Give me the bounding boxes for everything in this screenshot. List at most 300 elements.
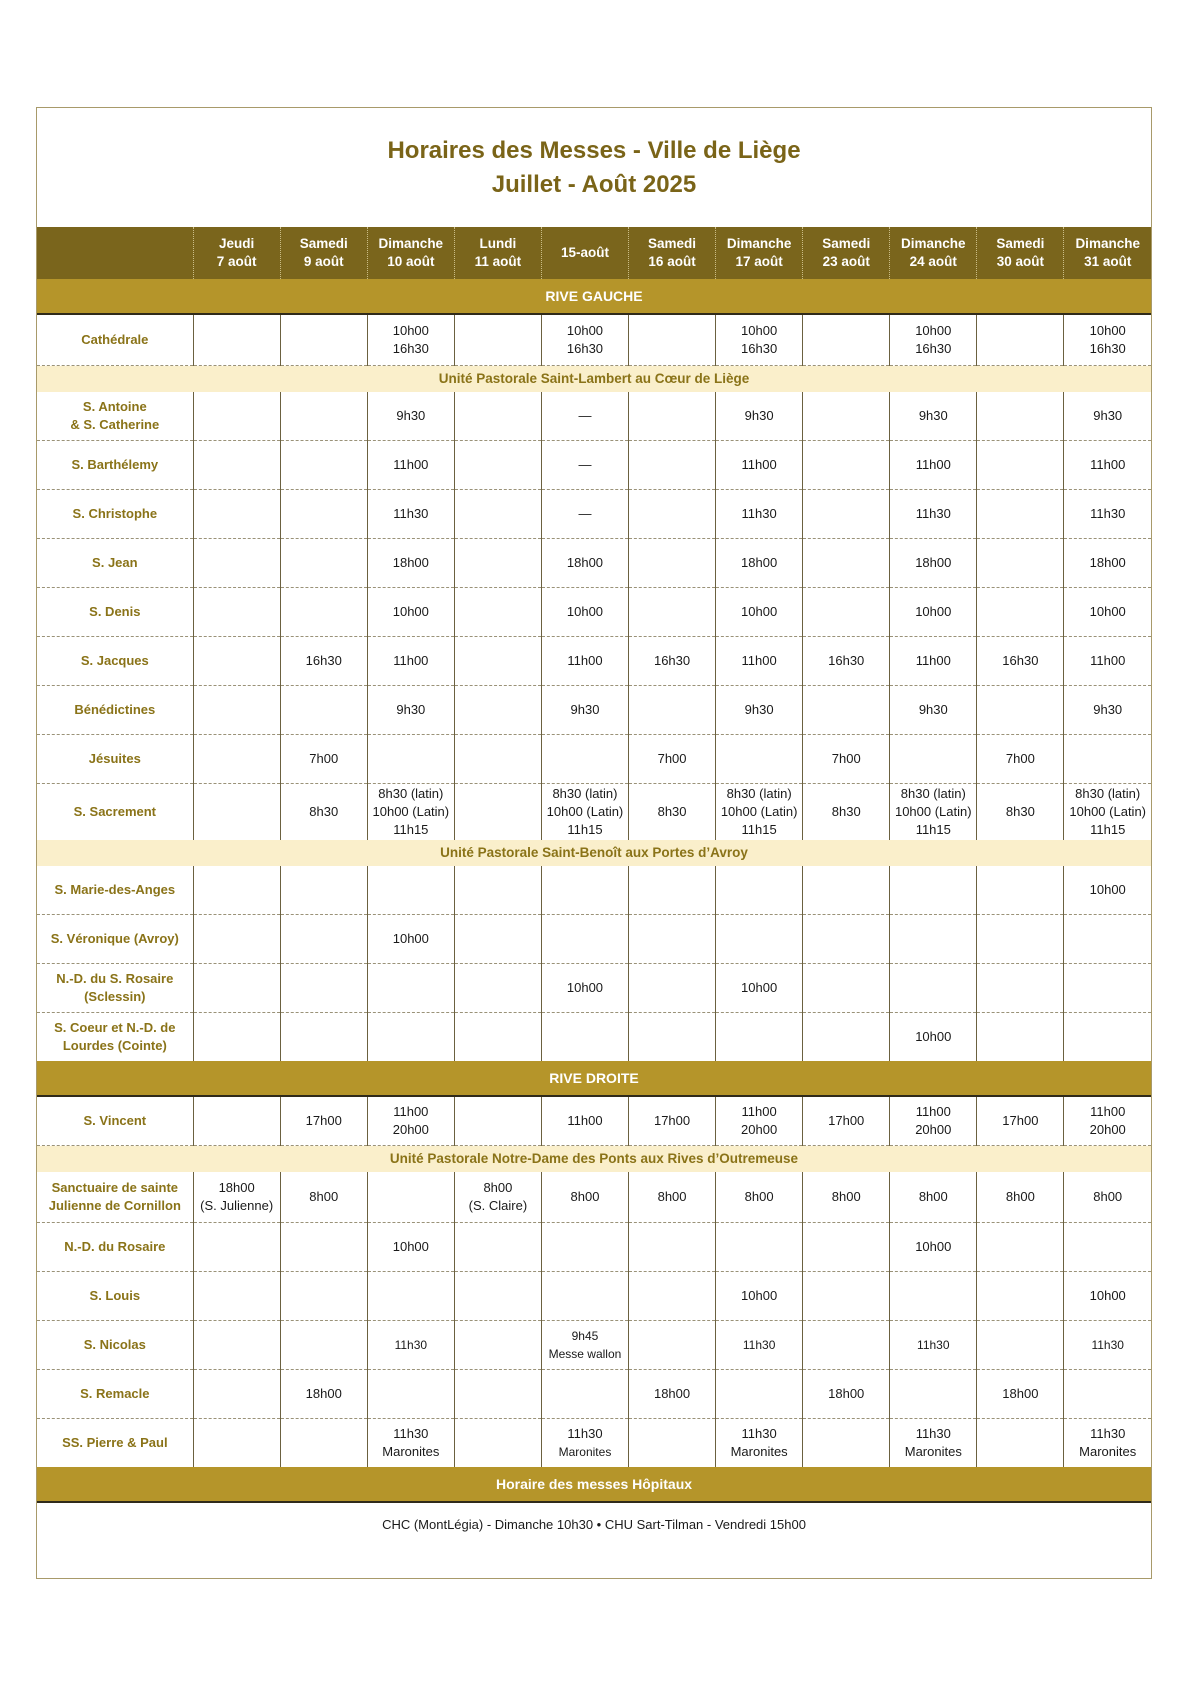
mass-time-cell: [1064, 588, 1151, 637]
column-header-line: 23 août: [822, 254, 870, 269]
mass-time-cell: [890, 637, 977, 686]
mass-time: 11h00: [1090, 457, 1126, 472]
column-header-line: 30 août: [996, 254, 1044, 269]
mass-time-cell: [541, 1172, 628, 1223]
table-row: [37, 490, 1151, 539]
mass-time-cell: [629, 735, 716, 784]
mass-time: 11h30: [917, 1338, 950, 1352]
church-name-line: S. Antoine: [82, 399, 147, 414]
column-header-line: Lundi: [479, 236, 517, 251]
mass-time-cell: [890, 1419, 977, 1468]
mass-time-cell: [454, 915, 541, 964]
mass-time-cell: [541, 784, 628, 841]
mass-time: 11h00: [567, 1113, 603, 1128]
mass-time: 16h30: [1002, 653, 1039, 668]
mass-time: 20h00: [741, 1122, 778, 1137]
mass-time-cell: [193, 1223, 280, 1272]
mass-time-cell: [367, 735, 454, 784]
section-label: RIVE GAUCHE: [37, 279, 1151, 314]
mass-time-cell: [541, 1013, 628, 1062]
mass-time-cell: [716, 686, 803, 735]
mass-time-cell: [280, 637, 367, 686]
mass-time: 11h00: [741, 653, 777, 668]
mass-time-cell: [280, 539, 367, 588]
mass-time-cell: [629, 686, 716, 735]
mass-time: 7h00: [1005, 751, 1035, 766]
table-row: [37, 686, 1151, 735]
mass-time-cell: [803, 866, 890, 915]
mass-time: 10h00: [1089, 604, 1126, 619]
church-name: [37, 588, 193, 637]
mass-time: 8h00: [831, 1189, 861, 1204]
church-name-line: Sanctuaire de sainte: [51, 1180, 179, 1195]
table-header: [37, 227, 1151, 279]
column-header-line: Dimanche: [1075, 236, 1140, 251]
mass-time-cell: [977, 1172, 1064, 1223]
mass-time: 8h30: [1005, 804, 1035, 819]
mass-time: 7h00: [309, 751, 339, 766]
mass-time: 10h00: [1089, 882, 1126, 897]
mass-time-cell: [803, 588, 890, 637]
church-name-line: S. Marie-des-Anges: [54, 882, 176, 897]
mass-time-cell: [1064, 866, 1151, 915]
mass-time-cell: [367, 1321, 454, 1370]
table-row: [37, 588, 1151, 637]
header-corner: [37, 227, 193, 279]
mass-time-cell: [367, 1172, 454, 1223]
church-name: [37, 1172, 193, 1223]
column-header: [890, 227, 977, 279]
mass-time-cell: [454, 1096, 541, 1146]
mass-time: 9h30: [918, 702, 948, 717]
mass-time: 11h15: [567, 822, 603, 837]
mass-time: 11h30: [393, 506, 429, 521]
column-header-line: Samedi: [648, 236, 697, 251]
mass-time-cell: [977, 637, 1064, 686]
mass-time: 16h30: [653, 653, 691, 668]
mass-time-cell: [454, 1172, 541, 1223]
mass-time-cell: [803, 735, 890, 784]
church-name: [37, 1223, 193, 1272]
title-line-2: Juillet - Août 2025: [491, 171, 697, 198]
mass-time: 8h30 (latin): [1075, 786, 1141, 801]
mass-time-cell: [280, 441, 367, 490]
mass-time-cell: [367, 490, 454, 539]
mass-time: 11h30: [915, 506, 951, 521]
mass-time-cell: [977, 441, 1064, 490]
mass-time-cell: [193, 1272, 280, 1321]
mass-time-cell: [716, 866, 803, 915]
mass-time-cell: [1064, 1272, 1151, 1321]
mass-time: 16h30: [741, 341, 778, 356]
mass-time-cell: [629, 1419, 716, 1468]
mass-time-cell: [803, 686, 890, 735]
mass-time-cell: [629, 964, 716, 1013]
mass-time-cell: [193, 441, 280, 490]
mass-time: 8h30 (latin): [726, 786, 792, 801]
mass-time-cell: [629, 784, 716, 841]
mass-time: 10h00: [1089, 1288, 1126, 1303]
church-name: [37, 637, 193, 686]
church-name-line: & S. Catherine: [70, 417, 160, 432]
mass-time-cell: [193, 784, 280, 841]
mass-time-cell: [367, 784, 454, 841]
column-header: [803, 227, 890, 279]
mass-time-cell: [541, 314, 628, 366]
mass-time-cell: [541, 1272, 628, 1321]
mass-time-cell: [454, 490, 541, 539]
mass-time-cell: [280, 784, 367, 841]
mass-time: 9h30: [744, 702, 774, 717]
mass-time: 9h30: [396, 702, 426, 717]
table-row: [37, 637, 1151, 686]
title-line-1: Horaires des Messes - Ville de Liège: [387, 137, 801, 164]
mass-time-cell: [193, 1013, 280, 1062]
mass-time: 10h00 (Latin): [720, 804, 798, 819]
mass-time: (S. Julienne): [200, 1198, 274, 1213]
mass-time-cell: [367, 1223, 454, 1272]
mass-time-cell: [716, 490, 803, 539]
mass-time: 11h15: [1090, 822, 1126, 837]
mass-time-cell: [541, 1223, 628, 1272]
mass-time-cell: [280, 1223, 367, 1272]
mass-time: 11h00: [741, 1104, 777, 1119]
mass-time-cell: [890, 392, 977, 441]
mass-time: 10h00: [392, 1239, 429, 1254]
mass-time: Maronites: [558, 1445, 612, 1459]
church-name-line: S. Remacle: [80, 1386, 150, 1401]
mass-time-cell: [977, 314, 1064, 366]
mass-time-cell: [367, 314, 454, 366]
mass-time: 8h30 (latin): [378, 786, 444, 801]
mass-time-cell: [629, 392, 716, 441]
mass-time-cell: [890, 1223, 977, 1272]
mass-time-cell: [454, 686, 541, 735]
mass-time-cell: [280, 1172, 367, 1223]
mass-time: 18h00: [305, 1386, 342, 1401]
mass-time-cell: [629, 1223, 716, 1272]
column-header-line: 24 août: [909, 254, 957, 269]
church-name-line: S. Nicolas: [83, 1337, 146, 1352]
church-name-line: S. Véronique (Avroy): [50, 931, 179, 946]
table-row: [37, 866, 1151, 915]
mass-time-cell: [716, 1096, 803, 1146]
mass-time: 8h30 (latin): [900, 786, 966, 801]
hospital-footer: [37, 1502, 1151, 1547]
mass-time-cell: [1064, 539, 1151, 588]
mass-time-cell: [803, 1419, 890, 1468]
mass-time: 9h30: [1093, 702, 1123, 717]
church-name: [37, 1013, 193, 1062]
mass-time: 10h00: [392, 604, 429, 619]
column-header: [629, 227, 716, 279]
mass-time-cell: [977, 1223, 1064, 1272]
mass-time-cell: [193, 539, 280, 588]
mass-time-cell: [890, 735, 977, 784]
mass-time-cell: [1064, 686, 1151, 735]
mass-time: 18h00: [566, 555, 604, 570]
mass-time-cell: [977, 735, 1064, 784]
mass-time-cell: [716, 392, 803, 441]
column-header: [716, 227, 803, 279]
mass-time-cell: [367, 441, 454, 490]
mass-time-cell: [977, 1013, 1064, 1062]
mass-time: 18h00: [828, 1386, 865, 1401]
mass-time-cell: [1064, 1172, 1151, 1223]
mass-time-cell: [367, 1370, 454, 1419]
table-row: [37, 392, 1151, 441]
church-name-line: S. Vincent: [83, 1113, 147, 1128]
mass-time: 16h30: [305, 653, 342, 668]
mass-time-cell: [280, 735, 367, 784]
mass-time: (S. Claire): [468, 1198, 528, 1213]
mass-time-cell: [280, 1272, 367, 1321]
mass-time-cell: [1064, 915, 1151, 964]
table-body: [37, 279, 1151, 1547]
mass-time: 8h00: [309, 1189, 339, 1204]
mass-time-cell: [977, 539, 1064, 588]
mass-time: 18h00: [1089, 555, 1126, 570]
mass-time-cell: [1064, 490, 1151, 539]
mass-time: 10h00: [915, 323, 952, 338]
mass-time-cell: [454, 588, 541, 637]
mass-time-cell: [716, 784, 803, 841]
mass-time-cell: [193, 915, 280, 964]
mass-time: 11h15: [741, 822, 777, 837]
column-header: [541, 227, 628, 279]
mass-time-cell: [803, 964, 890, 1013]
mass-time: 11h30: [1091, 1338, 1124, 1352]
mass-time: 11h00: [567, 653, 603, 668]
mass-time-cell: [629, 490, 716, 539]
mass-time-cell: [454, 314, 541, 366]
church-name-line: Bénédictines: [74, 702, 156, 717]
mass-time-cell: [280, 1013, 367, 1062]
mass-time-cell: [1064, 1419, 1151, 1468]
mass-time-cell: [716, 1370, 803, 1419]
mass-time: 10h00: [741, 1288, 778, 1303]
mass-time-cell: [803, 441, 890, 490]
mass-time-cell: [803, 1172, 890, 1223]
mass-time-cell: [541, 866, 628, 915]
mass-time-cell: [367, 588, 454, 637]
mass-time-cell: [890, 441, 977, 490]
mass-time-cell: [454, 866, 541, 915]
mass-time: 10h00: [915, 604, 952, 619]
mass-time-cell: [803, 1321, 890, 1370]
mass-time: 11h00: [1090, 653, 1126, 668]
mass-time: 11h00: [393, 457, 429, 472]
schedule-frame: [36, 107, 1152, 1579]
mass-time-cell: [454, 441, 541, 490]
section-header: [37, 279, 1151, 314]
mass-time-cell: [1064, 735, 1151, 784]
page-title: [37, 134, 1151, 202]
mass-time: 11h00: [915, 1104, 951, 1119]
church-name-line: Julienne de Cornillon: [48, 1198, 181, 1213]
mass-time-cell: [977, 490, 1064, 539]
mass-time-cell: [890, 1172, 977, 1223]
mass-time-cell: [629, 1370, 716, 1419]
column-header-line: 15-août: [560, 245, 609, 260]
mass-time-cell: [454, 1223, 541, 1272]
mass-time-cell: [716, 1172, 803, 1223]
mass-time: 9h45: [571, 1329, 599, 1343]
mass-time: 10h00: [392, 931, 429, 946]
mass-schedule-table: [37, 227, 1151, 1547]
mass-time-cell: [541, 441, 628, 490]
pastoral-unit-header: [37, 366, 1151, 393]
mass-time: Maronites: [382, 1444, 440, 1459]
mass-time-cell: [454, 637, 541, 686]
column-header: [977, 227, 1064, 279]
church-name-line: S. Barthélemy: [71, 457, 159, 472]
mass-time-cell: [803, 915, 890, 964]
mass-time-cell: [803, 314, 890, 366]
mass-time: 9h30: [1093, 408, 1123, 423]
column-header-line: 31 août: [1084, 254, 1132, 269]
mass-time-cell: [280, 866, 367, 915]
mass-time-cell: [803, 1096, 890, 1146]
mass-time-cell: [890, 1096, 977, 1146]
church-name: [37, 784, 193, 841]
mass-time: 10h00: [1089, 323, 1126, 338]
mass-time-cell: [367, 866, 454, 915]
church-name: [37, 964, 193, 1013]
mass-time-cell: [890, 784, 977, 841]
mass-time-cell: [367, 392, 454, 441]
mass-time-cell: [541, 1419, 628, 1468]
mass-time: 11h30: [1090, 1426, 1126, 1441]
mass-time-cell: [367, 964, 454, 1013]
church-name: [37, 686, 193, 735]
mass-time-cell: [193, 588, 280, 637]
mass-time-cell: [541, 392, 628, 441]
mass-time: 8h30: [657, 804, 687, 819]
mass-time-cell: [890, 1272, 977, 1321]
church-name: [37, 539, 193, 588]
mass-time: 11h00: [915, 457, 951, 472]
church-name-line: S. Louis: [89, 1288, 141, 1303]
mass-time: 16h30: [392, 341, 429, 356]
mass-time-cell: [716, 441, 803, 490]
mass-time-cell: [1064, 441, 1151, 490]
mass-time-cell: [541, 588, 628, 637]
mass-time-cell: [890, 539, 977, 588]
mass-time-cell: [367, 539, 454, 588]
table-row: [37, 1172, 1151, 1223]
mass-time-cell: [977, 915, 1064, 964]
mass-time-cell: [367, 1419, 454, 1468]
mass-time-cell: [193, 1419, 280, 1468]
table-row: [37, 784, 1151, 841]
mass-time-cell: [367, 1013, 454, 1062]
table-row: [37, 1013, 1151, 1062]
mass-time-cell: [280, 490, 367, 539]
mass-time-cell: [629, 1013, 716, 1062]
mass-time: 9h30: [744, 408, 774, 423]
mass-time-cell: [716, 1013, 803, 1062]
church-name-line: S. Denis: [89, 604, 141, 619]
mass-time-cell: [629, 314, 716, 366]
mass-time-cell: [716, 1321, 803, 1370]
mass-time-cell: [367, 915, 454, 964]
mass-time-cell: [629, 1096, 716, 1146]
mass-time: 9h30: [570, 702, 600, 717]
mass-time: 10h00: [741, 980, 778, 995]
mass-time: 10h00: [392, 323, 429, 338]
mass-time: 17h00: [653, 1113, 691, 1128]
column-header-line: Jeudi: [219, 236, 255, 251]
table-row: [37, 964, 1151, 1013]
section-label: Horaire des messes Hôpitaux: [37, 1467, 1151, 1502]
mass-time-cell: [280, 964, 367, 1013]
table-row: [37, 1096, 1151, 1146]
mass-time: 11h30: [1090, 506, 1126, 521]
mass-time-cell: [629, 1172, 716, 1223]
mass-time: 10h00: [915, 1029, 952, 1044]
mass-time-cell: [977, 1321, 1064, 1370]
unit-label: Unité Pastorale Notre-Dame des Ponts aux Rives d’Outremeuse: [37, 1146, 1151, 1173]
mass-time-cell: [803, 490, 890, 539]
mass-time-cell: [454, 1272, 541, 1321]
mass-time: Messe wallon: [548, 1347, 622, 1361]
column-header-line: 7 août: [216, 254, 257, 269]
mass-time-cell: [541, 1370, 628, 1419]
table-row: [37, 441, 1151, 490]
table-row: [37, 1272, 1151, 1321]
mass-time: 11h30: [742, 1338, 776, 1352]
mass-time-cell: [890, 1321, 977, 1370]
section-header: [37, 1061, 1151, 1096]
mass-time-cell: [890, 588, 977, 637]
mass-time: 10h00 (Latin): [894, 804, 972, 819]
mass-time-cell: [716, 735, 803, 784]
unit-label: Unité Pastorale Saint-Lambert au Cœur de Liège: [37, 366, 1151, 393]
mass-time: 8h00: [1005, 1189, 1035, 1204]
mass-time-cell: [803, 392, 890, 441]
mass-time: 11h00: [1090, 1104, 1126, 1119]
church-name-line: Lourdes (Cointe): [62, 1038, 167, 1053]
mass-time-cell: [541, 490, 628, 539]
mass-time-cell: [280, 314, 367, 366]
mass-time: 11h00: [915, 653, 951, 668]
mass-time-cell: [803, 1272, 890, 1321]
mass-time: 18h00: [392, 555, 429, 570]
table-row: [37, 1321, 1151, 1370]
mass-time-cell: [716, 1419, 803, 1468]
mass-time-cell: [541, 637, 628, 686]
church-name: [37, 1321, 193, 1370]
pastoral-unit-header: [37, 1146, 1151, 1173]
mass-time: 16h30: [1089, 341, 1126, 356]
church-name: [37, 392, 193, 441]
mass-time-cell: [629, 1321, 716, 1370]
mass-time-cell: [1064, 964, 1151, 1013]
church-name-line: S. Jean: [92, 555, 138, 570]
church-name: [37, 1096, 193, 1146]
mass-time-cell: [977, 588, 1064, 637]
mass-time: 7h00: [831, 751, 861, 766]
mass-time: 9h30: [918, 408, 948, 423]
mass-time: 17h00: [1002, 1113, 1039, 1128]
table-row: [37, 314, 1151, 366]
mass-time-cell: [803, 637, 890, 686]
mass-time-cell: [193, 1172, 280, 1223]
mass-time: 16h30: [915, 341, 952, 356]
church-name: [37, 490, 193, 539]
mass-time-cell: [1064, 1370, 1151, 1419]
